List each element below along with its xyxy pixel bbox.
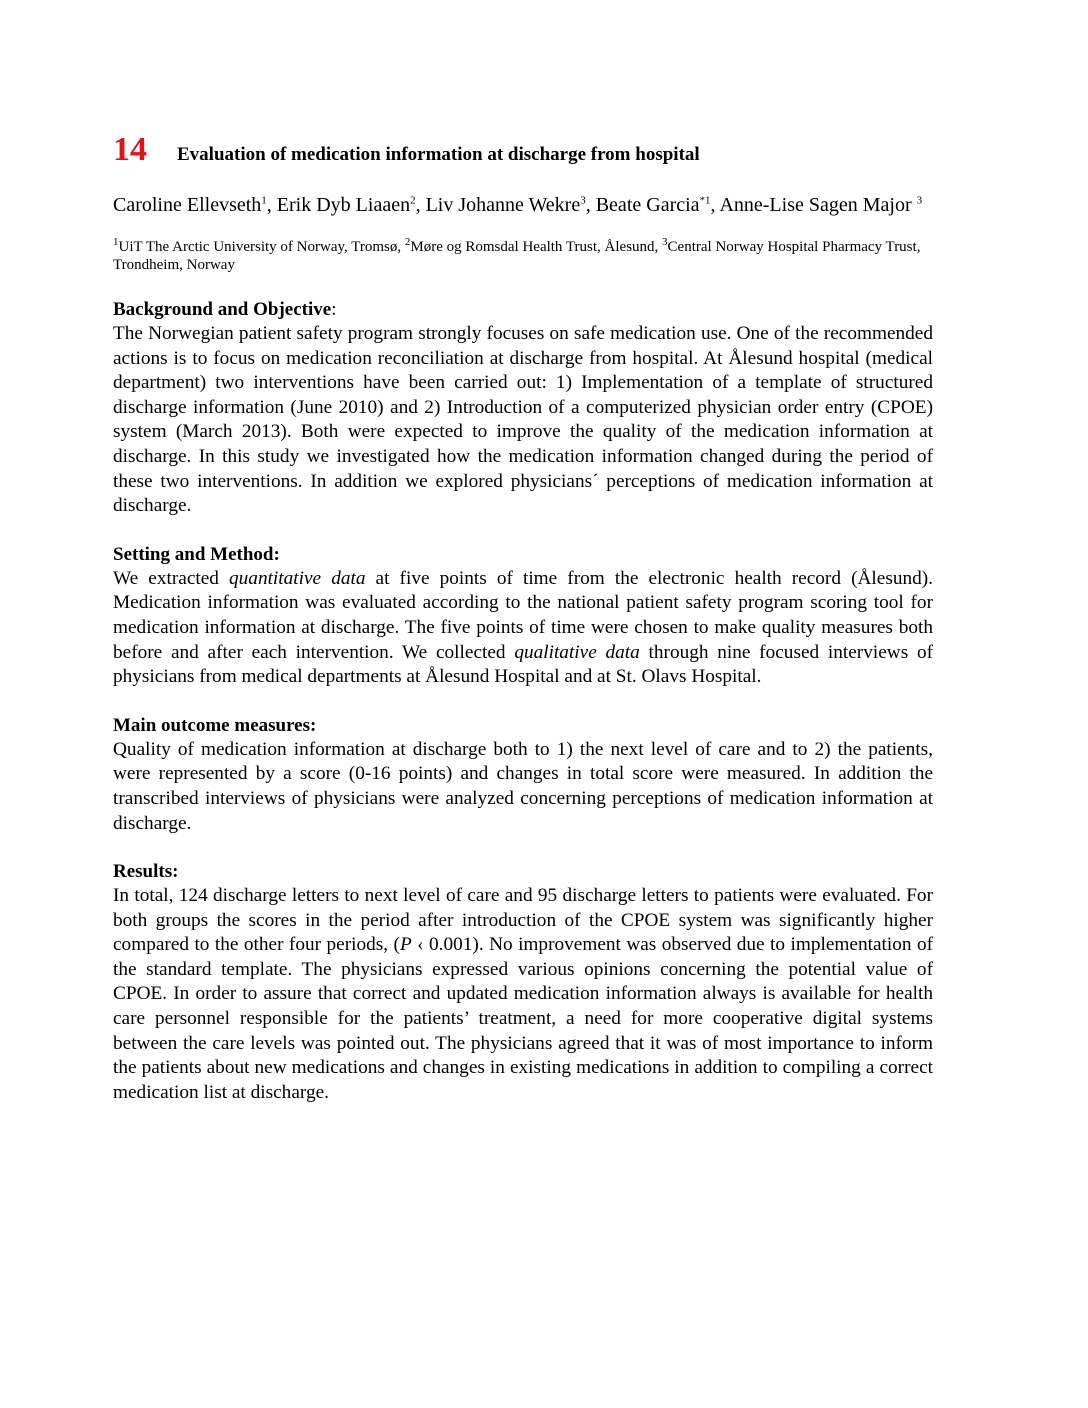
author-affiliation-mark: *1 [699, 194, 711, 207]
author-affiliation-mark: 3 [916, 194, 923, 207]
author-separator: , [415, 194, 426, 216]
abstract-page [113, 125, 933, 1105]
section-heading-suffix: : [331, 299, 337, 320]
emphasized-term: quantitative data [229, 567, 366, 589]
emphasized-term: qualitative data [514, 641, 640, 663]
author-separator: , [266, 194, 277, 216]
body-text: In total, 124 discharge letters to next level of care and 95 discharge letters to patients were evaluated. For both groups the scores in the period after introduction of the CPOE system was significantly higher compared to the other four periods, ( [113, 885, 933, 956]
body-text: through nine focused interviews of physicians from medical departments at Ålesund Hospital and at St. Olavs Hospital. [113, 641, 934, 688]
section-heading-text: Background and Objective [113, 299, 332, 320]
body-text: ‹ 0.001). No improvement was observed due to implementation of the standard template. The physicians expressed various opinions concerning the potential value of CPOE. In order to assure that correct and updated medication information always is available for health care personnel responsible for the patients’ treatment, a need for more cooperative digital systems between the care levels was pointed out. The physicians agreed that it was of most importance to inform the patients about new medications and changes in existing medications in addition to compiling a correct medication list at discharge. [113, 934, 934, 1103]
p-value-symbol: P [399, 934, 412, 956]
affiliation-text: Central Norway Hospital Pharmacy Trust, Trondheim, Norway [113, 239, 921, 273]
section-heading: Main outcome measures: [113, 714, 317, 736]
section-method [113, 543, 933, 690]
section-heading [113, 298, 933, 322]
author-separator: , [710, 194, 720, 216]
author-name: Beate Garcia [595, 194, 700, 216]
affiliation-mark: 2 [404, 236, 411, 248]
abstract-header [113, 125, 933, 175]
body-text: We extracted [113, 567, 230, 589]
abstract-number: 14 [113, 131, 147, 168]
author-affiliation-mark: 3 [580, 194, 586, 207]
affiliation-list [113, 238, 933, 274]
section-background [113, 298, 933, 519]
section-body: Quality of medication information at discharge both to 1) the next level of care and to 2) the patients, were represented by a score (0-16 points) and changes in total score were measured. In addition the transcribed interviews of physicians were analyzed concerning perceptions of medication information at discharge. [113, 738, 933, 834]
abstract-title: Evaluation of medication information at discharge from hospital [177, 144, 700, 165]
author-affiliation-mark: 1 [261, 194, 267, 207]
author-name: Anne-Lise Sagen Major [719, 194, 917, 216]
section-body: The Norwegian patient safety program strongly focuses on safe medication use. One of the recommended actions is to focus on medication reconciliation at discharge from hospital. At Ålesund hospital (medical department) two interventions have been carried out: 1) Implementation of a template of structured discharge information (June 2010) and 2) Introduction of a computerized physician order entry (CPOE) system (March 2013). Both were expected to improve the quality of the medication information at discharge. In this study we investigated how the medication information changed during the period of these two interventions. In addition we explored physicians´ perceptions of medication information at discharge. [113, 323, 933, 517]
affiliation-text: Møre og Romsdal Health Trust, Ålesund, [410, 239, 663, 255]
section-heading: Results: [113, 861, 179, 883]
body-text: at five points of time from the electronic health record (Ålesund). Medication information was evaluated according to the national patient safety program scoring tool for medication information at discharge. The five points of time were chosen to make quality measures both before and after each intervention. We collected [113, 567, 933, 663]
author-name: Erik Dyb Liaaen [276, 194, 411, 216]
affiliation-mark: 3 [662, 236, 668, 248]
section-outcome [113, 714, 933, 836]
author-separator: , [585, 194, 596, 216]
affiliation-mark: 1 [113, 236, 119, 248]
author-list [113, 193, 933, 218]
section-body [113, 884, 933, 1105]
section-body [113, 567, 933, 690]
author-affiliation-mark: 2 [410, 194, 416, 207]
section-results [113, 860, 933, 1105]
affiliation-text: UiT The Arctic University of Norway, Tromsø, [118, 239, 405, 255]
section-heading: Setting and Method: [113, 543, 280, 565]
author-name: Liv Johanne Wekre [425, 194, 581, 216]
author-name: Caroline Ellevseth [113, 194, 262, 216]
